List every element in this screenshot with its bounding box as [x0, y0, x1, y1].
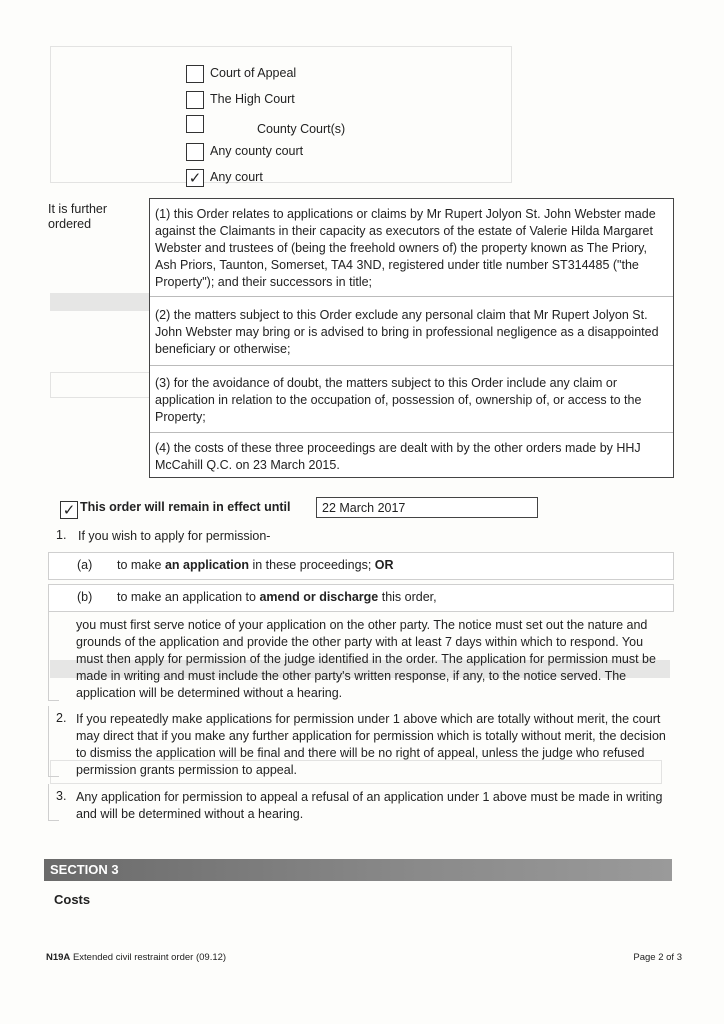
page-number: Page 2 of 3 [633, 952, 682, 963]
court-of-appeal-checkbox[interactable] [186, 65, 204, 83]
order-paragraph: (3) for the avoidance of doubt, the matters subject to this Order include any claim or application in relation to the occupation of, possession of, ownership of, or access to the Property; [155, 376, 642, 424]
high-court-checkbox[interactable] [186, 91, 204, 109]
effect-until-date-field[interactable]: 22 March 2017 [316, 497, 538, 518]
further-order-text-box[interactable] [149, 198, 674, 478]
form-title: Extended civil restraint order (09.12) [72, 952, 227, 963]
any-county-court-checkbox[interactable] [186, 143, 204, 161]
form-footer [46, 952, 226, 963]
costs-heading: Costs [54, 892, 91, 907]
paragraph-divider [150, 365, 673, 366]
sub-item-letter: (a) [77, 558, 93, 572]
sub-item-b-text: to make an application to amend or discharge this order, [117, 590, 437, 604]
form-code: N19A [46, 952, 71, 963]
sub-item-a-row [48, 552, 674, 580]
any-court-checkbox[interactable]: ✓ [186, 169, 204, 187]
sub-item-a-text: to make an application in these proceedings; OR [117, 558, 394, 572]
court-option-label: Any court [210, 170, 263, 184]
paragraph-divider [150, 296, 673, 297]
item-3-body: Any application for permission to appeal a refusal of an application under 1 above must be made in writing and will be determined without a hearing. [76, 790, 663, 821]
item-number: 2. [56, 711, 67, 725]
item-number: 1. [56, 528, 67, 542]
court-option-label: Any county court [210, 144, 304, 158]
further-ordered-label: It is further ordered [48, 202, 108, 231]
court-option-label: Court of Appeal [210, 66, 297, 80]
sub-item-b-row [48, 584, 674, 612]
item-1-body: you must first serve notice of your application on the other party. The notice must set out the nature and grounds of the application and provide the other party with at least 7 days within which to respond. You must then apply for permission of the judge identified in the order. The application for permission must be made in writing and must include the other party's written response, if any, to the notice served. The application will be determined without a hearing. [76, 618, 656, 700]
item-bracket [48, 612, 59, 701]
order-in-effect-label: This order will remain in effect until [80, 500, 291, 514]
sub-item-letter: (b) [77, 590, 93, 604]
court-option-label: County Court(s) [257, 122, 346, 136]
paragraph-divider [150, 432, 673, 433]
county-courts-checkbox[interactable] [186, 115, 204, 133]
order-paragraph: (1) this Order relates to applications or claims by Mr Rupert Jolyon St. John Webster made against the Claimants in their capacity as executors of the estate of Valerie Hilda Margaret Webster and trustees of (being the freehold owners of) the property known as The Priory, Ash Priors, Taunton, Somerset, TA4 3ND, registered under title number ST314485 ("the Property"); and their successors in title; [155, 207, 656, 289]
item-number: 3. [56, 789, 67, 803]
section-3-header: SECTION 3 [44, 859, 672, 881]
order-in-effect-checkbox[interactable]: ✓ [60, 501, 78, 519]
item-1-intro: If you wish to apply for permission- [78, 529, 271, 543]
order-paragraph: (2) the matters subject to this Order exclude any personal claim that Mr Rupert Jolyon St. John Webster may bring or is advised to bring in professional negligence as a disappointed beneficiary or otherwise; [155, 308, 659, 356]
item-2-body: If you repeatedly make applications for permission under 1 above which are totally without merit, the court may direct that if you make any further application for permission which is totally without merit, the decision to dismiss the application will be final and there will be no right of appeal, unless the judge who refused permission grants permission to appeal. [76, 712, 666, 777]
court-option-label: The High Court [210, 92, 295, 106]
order-paragraph: (4) the costs of these three proceedings are dealt with by the other orders made by HHJ McCahill Q.C. on 23 March 2015. [155, 441, 641, 472]
